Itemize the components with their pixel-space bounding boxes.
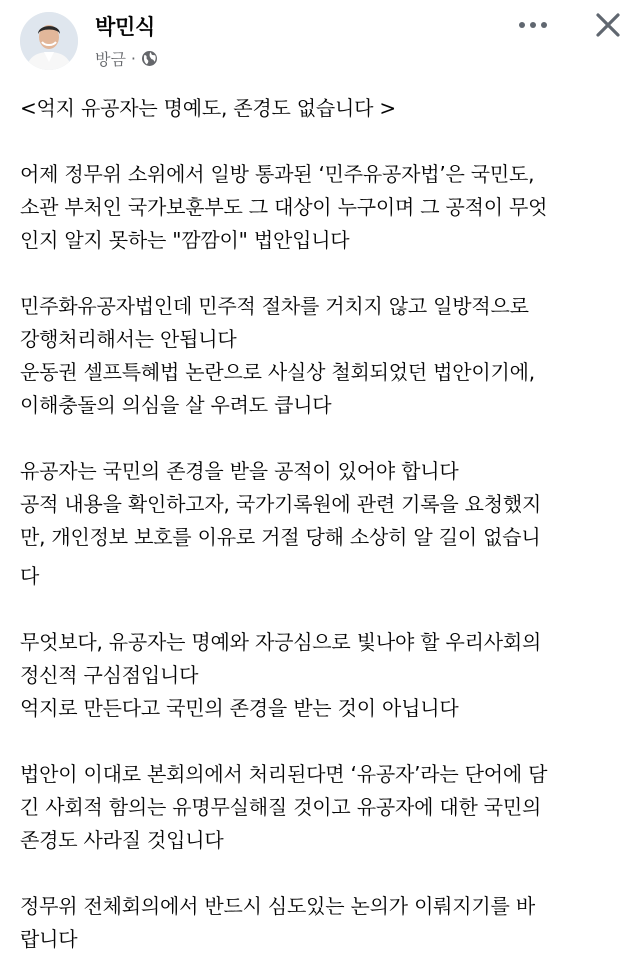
globe-icon[interactable] (141, 50, 158, 67)
post-line: 공적 내용을 확인하고자, 국가기록원에 관련 기록을 요청했지 (20, 492, 542, 516)
post-line: 유공자는 국민의 존경을 받을 공적이 있어야 합니다 (20, 459, 459, 483)
post-line: 인지 알지 못하는 "깜깜이" 법안입니다 (20, 228, 350, 252)
avatar-image (20, 12, 78, 70)
close-icon[interactable] (592, 9, 624, 41)
post-line: 랍니다 (20, 927, 78, 951)
post-line: 다 (20, 564, 40, 588)
author-name[interactable]: 박민식 (95, 15, 155, 39)
paragraph-gap (20, 857, 632, 890)
post-line: 법안이 이대로 본회의에서 처리된다면 ‘유공자’라는 단어에 담 (20, 762, 548, 786)
post-line: 무엇보다, 유공자는 명예와 자긍심으로 빛나야 할 우리사회의 (20, 630, 542, 654)
post-line: 운동권 셀프특혜법 논란으로 사실상 철회되었던 법안이기에, (20, 360, 535, 384)
author-avatar[interactable] (20, 12, 78, 70)
post-meta (95, 47, 158, 70)
post-line: 어제 정무위 소위에서 일방 통과된 ‘민주유공자법’은 국민도, (20, 162, 535, 186)
more-dots-icon[interactable] (518, 10, 548, 40)
post-title: <억지 유공자는 명예도, 존경도 없습니다 > (20, 96, 396, 120)
paragraph-gap (20, 725, 632, 758)
post-line: 정신적 구심점입니다 (20, 663, 199, 687)
post-line: 강행처리해서는 안됩니다 (20, 327, 237, 351)
post-body (20, 92, 632, 956)
paragraph-gap (20, 593, 632, 626)
post-timestamp[interactable]: 방금 (95, 50, 126, 69)
post-header (0, 0, 640, 80)
post-line: 긴 사회적 함의는 유명무실해질 것이고 유공자에 대한 국민의 (20, 795, 542, 819)
paragraph-gap (20, 125, 632, 158)
paragraph-gap (20, 422, 632, 455)
paragraph-gap (20, 257, 632, 290)
post-line: 존경도 사라질 것입니다 (20, 828, 224, 852)
post-line: 소관 부처인 국가보훈부도 그 대상이 누구이며 그 공적이 무엇 (20, 195, 548, 219)
post-line: 이해충돌의 의심을 살 우려도 큽니다 (20, 393, 332, 417)
post-line: 민주화유공자법인데 민주적 절차를 거치지 않고 일방적으로 (20, 294, 529, 318)
post-line: 억지로 만든다고 국민의 존경을 받는 것이 아닙니다 (20, 696, 459, 720)
post-line: 정무위 전체회의에서 반드시 심도있는 논의가 이뤄지기를 바 (20, 894, 535, 918)
meta-separator: · (130, 49, 137, 68)
post-line: 만, 개인정보 보호를 이유로 거절 당해 소상히 알 길이 없습니 (20, 525, 541, 549)
